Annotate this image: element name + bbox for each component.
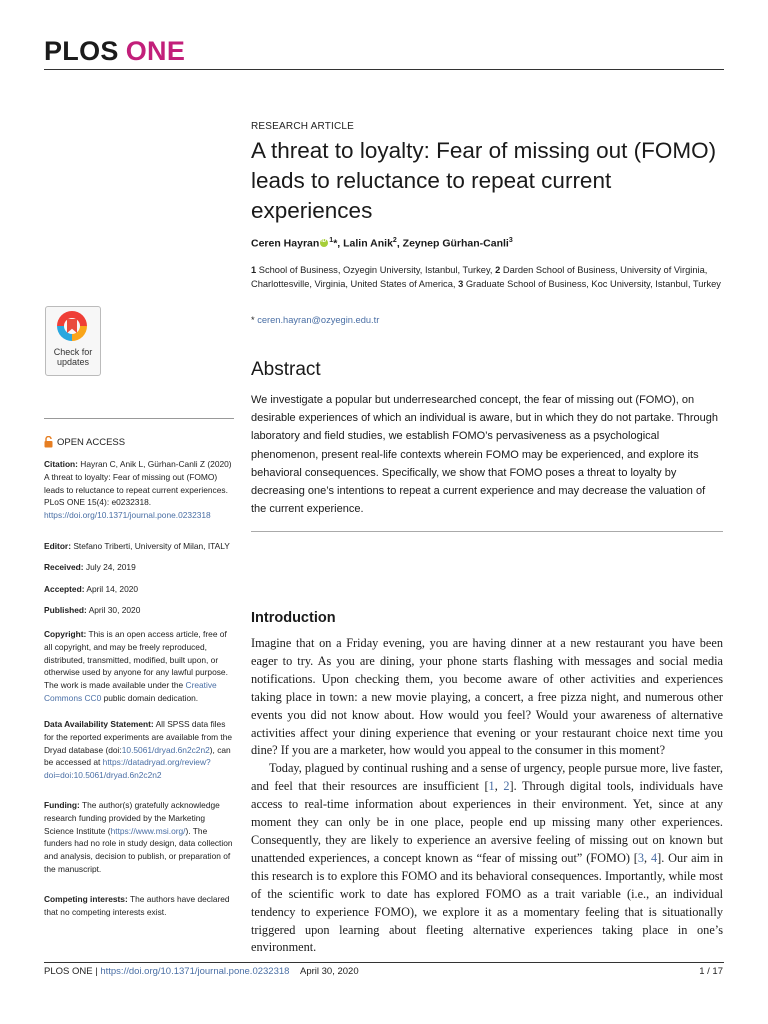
citation-block: Citation: Hayran C, Anik L, Gürhan-Canli Z (2020) A threat to loyalty: Fear of missing out (FOMO) leads to reluctance to repeat current experiences. PLoS ONE 15(4): e0232318. https://doi.org/10.1371/journal.pone.0232318 [44, 459, 232, 521]
msi-link[interactable]: https://www.msi.org/ [110, 825, 186, 836]
accepted-date: Accepted: April 14, 2020 [44, 584, 139, 594]
orcid-icon[interactable] [320, 239, 328, 247]
citation-ref-link[interactable]: 4 [650, 850, 658, 865]
funding-block: Funding: The author(s) gratefully acknowledge research funding provided by the Marketing Science Institute (https://www.msi.org/). The funders had no role in study design, data collection and analysis, decision to publish, or preparation of the manuscript. [44, 800, 233, 874]
abstract-heading: Abstract [251, 359, 321, 380]
body-paragraph: Today, plagued by continual rushing and a sense of urgency, people pursue more, live faster, and feel that their resources are insufficient [1, 2]. Through digital tools, individuals have access to real-time information about experiences in their environment. Yet, since at any moment they can only be in one place, people end up missing many other experiences. Consequently, they are likely to experience an aversive feeling of missing out on known but unattended experiences, a concept known as “fear of missing out” (FOMO) [3, 4]. Our aim in this research is to explore this FOMO and its behavioral consequences. Importantly, while most of the scientific work to date has explored FOMO as a trait variable (i.e., an individual tendency to experience FOMO), we explore it as a momentary feeling that is situationally triggered upon learning about fleeting alternative experiences taking place in one’s environment. [251, 761, 723, 955]
corresponding-author [251, 315, 379, 325]
affiliation-number: 2 [495, 265, 501, 275]
data-availability-block: Data Availability Statement: All SPSS data files for the reported experiments are available from the Dryad database (doi:10.5061/dryad.6n2c2n2), can be accessed at https://datadryad.org/review?doi=doi:10.5061/dryad.6n2c2n2 [44, 719, 233, 781]
copyright-block: Copyright: This is an open access article, free of all copyright, and may be freely reproduced, distributed, transmitted, modified, built upon, or otherwise used by anyone for any lawful purpose. The work is made available under the Creative Commons CC0 public domain dedication. [44, 629, 228, 703]
check-for-updates-badge[interactable] [45, 306, 101, 376]
footer-journal: PLOS ONE [44, 966, 93, 977]
author-affiliation-number: 2 [392, 237, 397, 244]
author-name[interactable]: Zeynep Gürhan-Canli [402, 237, 509, 250]
citation-ref-link[interactable]: 3 [637, 850, 645, 865]
sidebar-divider [44, 418, 234, 419]
creative-commons-link[interactable]: Creative Commons CC0 [44, 680, 217, 703]
footer-doi-link[interactable]: https://doi.org/10.1371/journal.pone.0232318 [100, 966, 290, 977]
article-type: RESEARCH ARTICLE [251, 121, 355, 132]
editor-block: Editor: Stefano Triberti, University of Milan, ITALY [44, 541, 230, 551]
header-divider [44, 69, 724, 70]
introduction-body [251, 635, 723, 957]
author-separator: , [337, 237, 344, 250]
open-access-label [44, 436, 125, 448]
competing-interests-block: Competing interests: The authors have declared that no competing interests exist. [44, 894, 230, 917]
dryad-doi-link[interactable]: 10.5061/dryad.6n2c2n2 [121, 744, 210, 755]
footer-citation: PLOS ONE | https://doi.org/10.1371/journal.pone.0232318 April 30, 2020 [44, 966, 359, 977]
corresponding-mark: * [251, 315, 255, 325]
journal-logo[interactable] [44, 36, 185, 67]
corresponding-author-mark: * [333, 237, 338, 250]
received-date: Received: July 24, 2019 [44, 562, 136, 572]
dryad-review-link[interactable]: https://datadryad.org/review?doi=doi:10.5061/dryad.6n2c2n2 [44, 757, 211, 781]
author-name[interactable]: Ceren Hayran [251, 237, 320, 250]
affiliation-text: Graduate School of Business, Koc University, Istanbul, Turkey [465, 278, 721, 289]
affiliation-text: Darden School of Business, University of Virginia, Charlottesville, Virginia, United States of America, [251, 265, 708, 289]
author-affiliation-number: 3 [508, 237, 513, 244]
published-date: Published: April 30, 2020 [44, 605, 141, 615]
corresponding-email-link[interactable]: ceren.hayran@ozyegin.edu.tr [257, 315, 380, 325]
affiliation-list [251, 264, 721, 291]
body-paragraph: Imagine that on a Friday evening, you are having dinner at a new restaurant you have been eager to try. As you are dining, your phone starts flashing with messages and social media notifications. Upon checking them, you become aware of other activities and experiences taking place in town: a new movie playing, a concert, a free pizza night, and numerous other events you did not know about. How would you feel? Would your awareness of alternative activities affect your dining experience that evening or your restaurant choice next time you dine? If you are a marketer, how would you appeal to the consumer in this moment? [251, 636, 723, 758]
citation-ref-link[interactable]: 2 [503, 779, 510, 794]
author-separator: , [396, 237, 403, 250]
citation-ref-link[interactable]: 1 [488, 779, 495, 794]
affiliation-text: School of Business, Ozyegin University, Istanbul, Turkey, [258, 265, 493, 275]
article-title: A threat to loyalty: Fear of missing out (FOMO) leads to reluctance to repeat current experiences [251, 138, 717, 223]
footer-date: April 30, 2020 [300, 966, 359, 977]
abstract-divider [251, 531, 723, 532]
affiliation-number: 3 [458, 278, 464, 289]
affiliation-number: 1 [251, 265, 257, 275]
journal-logo-one: ONE [125, 36, 186, 66]
open-lock-icon [44, 436, 53, 448]
author-name[interactable]: Lalin Anik [343, 237, 393, 250]
footer-divider [44, 962, 724, 963]
author-affiliation-number: 1 [329, 237, 334, 244]
journal-logo-plos: PLOS [44, 36, 119, 66]
introduction-heading: Introduction [251, 610, 336, 626]
open-access-text: OPEN ACCESS [57, 436, 126, 448]
check-for-updates-label: Check for updates [53, 347, 93, 367]
abstract-text: We investigate a popular but underresearched concept, the fear of missing out (FOMO), on desirable experiences of which an individual is aware, but in which they do not partake. Through laboratory and field studies, we establish FOMO’s pervasiveness as a psychological phenomenon, present real-life contexts wherein FOMO may be experienced, and explore its behavioral consequences. Specifically, we show that FOMO poses a threat to loyalty by decreasing one’s intentions to repeat a current experience and may decrease the valuation of the current experience. [251, 394, 718, 516]
page-number: 1 / 17 [699, 966, 723, 977]
citation-doi-link[interactable]: https://doi.org/10.1371/journal.pone.0232318 [44, 510, 211, 521]
author-list [251, 237, 731, 250]
